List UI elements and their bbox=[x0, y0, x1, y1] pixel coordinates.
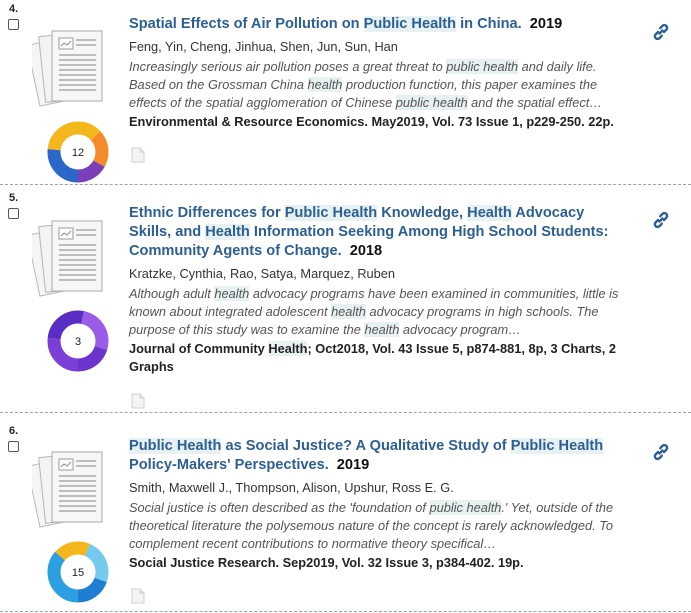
result-source bbox=[129, 554, 624, 572]
file-icon[interactable] bbox=[131, 393, 145, 409]
title-text: Information Seeking Among High School Students: Community Agents of Change. bbox=[129, 224, 609, 259]
source-text: ; Oct2018, Vol. 43 Issue 5, p874-881, 8p, 3 Charts, 2 Graphs bbox=[129, 341, 616, 374]
abstract-text: and daily life. Based on the Grossman China bbox=[129, 59, 597, 92]
abstract-text: advocacy program… bbox=[399, 322, 521, 337]
result-item bbox=[0, 422, 691, 612]
altmetric-badge[interactable] bbox=[47, 310, 109, 372]
altmetric-score: 3 bbox=[74, 336, 82, 348]
source-text: Journal of Community bbox=[129, 341, 269, 356]
result-item bbox=[0, 189, 691, 413]
result-year: 2019 bbox=[529, 16, 563, 32]
abstract-text: production function, this paper examines the effects of the spatial agglomeration of Chinese bbox=[129, 77, 598, 110]
title-highlight: Public Health bbox=[129, 438, 222, 454]
altmetric-badge[interactable] bbox=[47, 541, 109, 603]
result-item bbox=[0, 0, 691, 185]
title-text: Advocacy Skills, and bbox=[129, 205, 585, 240]
title-highlight: Health bbox=[467, 205, 512, 221]
result-year: 2019 bbox=[336, 457, 370, 473]
title-highlight: Public Health bbox=[510, 438, 604, 454]
abstract-text: Increasingly serious air pollution poses a great threat to bbox=[129, 59, 447, 74]
abstract-text: advocacy programs have been examined in communities, little is known about integrated adolescent bbox=[129, 286, 619, 319]
result-abstract bbox=[129, 285, 624, 339]
select-checkbox[interactable] bbox=[8, 441, 19, 452]
abstract-highlight: health bbox=[214, 286, 250, 301]
document-thumbnail-icon[interactable] bbox=[32, 449, 106, 529]
result-number: 4. bbox=[9, 3, 19, 15]
result-title[interactable] bbox=[129, 15, 624, 34]
result-number: 6. bbox=[9, 425, 19, 437]
title-text: Knowledge, bbox=[377, 205, 468, 221]
result-title[interactable] bbox=[129, 437, 624, 475]
result-source bbox=[129, 113, 624, 131]
result-authors: Smith, Maxwell J., Thompson, Alison, Upshur, Ross E. G. bbox=[129, 480, 454, 495]
abstract-text: .' Yet, outside of the theoretical literature the polysemous nature of the concept is rarely acknowledged. To complement recent contributions to normative theory specifical… bbox=[129, 500, 614, 551]
altmetric-score: 15 bbox=[71, 567, 85, 579]
file-icon[interactable] bbox=[131, 588, 145, 604]
select-checkbox[interactable] bbox=[8, 19, 19, 30]
title-highlight: Public Health bbox=[284, 205, 378, 221]
result-number: 5. bbox=[9, 192, 19, 204]
abstract-text: and the spatial effect… bbox=[467, 95, 603, 110]
altmetric-badge[interactable] bbox=[47, 121, 109, 183]
source-text: Environmental & Resource Economics. May2019, Vol. 73 Issue 1, p229-250. 22p. bbox=[129, 114, 614, 129]
title-text: Ethnic Differences for bbox=[129, 205, 285, 221]
abstract-text: Although adult bbox=[129, 286, 215, 301]
title-text: as Social Justice? A Qualitative Study of bbox=[221, 438, 511, 454]
permalink-icon[interactable] bbox=[651, 22, 671, 42]
result-year: 2018 bbox=[349, 243, 383, 259]
abstract-highlight: health bbox=[331, 304, 366, 319]
result-title[interactable] bbox=[129, 204, 624, 261]
result-abstract bbox=[129, 58, 624, 112]
source-highlight: Health bbox=[268, 341, 308, 356]
result-authors: Kratzke, Cynthia, Rao, Satya, Marquez, Ruben bbox=[129, 266, 396, 281]
altmetric-score: 12 bbox=[71, 147, 85, 159]
result-authors: Feng, Yin, Cheng, Jinhua, Shen, Jun, Sun, Han bbox=[129, 39, 398, 54]
permalink-icon[interactable] bbox=[651, 210, 671, 230]
document-thumbnail-icon[interactable] bbox=[32, 28, 106, 108]
abstract-highlight: public health bbox=[429, 500, 502, 515]
abstract-highlight: health bbox=[307, 77, 343, 92]
permalink-icon[interactable] bbox=[651, 442, 671, 462]
abstract-text: advocacy programs in high schools. The purpose of this study was to examine the bbox=[129, 304, 599, 337]
document-thumbnail-icon[interactable] bbox=[32, 218, 106, 298]
result-abstract bbox=[129, 499, 624, 553]
title-highlight: Public Health bbox=[363, 16, 457, 32]
abstract-highlight: public health bbox=[395, 95, 468, 110]
title-text: Spatial Effects of Air Pollution on bbox=[129, 16, 364, 32]
source-text: Social Justice Research. Sep2019, Vol. 32 Issue 3, p384-402. 19p. bbox=[129, 555, 524, 570]
file-icon[interactable] bbox=[131, 147, 145, 163]
title-text: in China. bbox=[456, 16, 522, 32]
abstract-highlight: health bbox=[364, 322, 400, 337]
result-source bbox=[129, 340, 624, 376]
abstract-text: Social justice is often described as the 'foundation of bbox=[129, 500, 430, 515]
title-highlight: Health bbox=[205, 224, 250, 240]
abstract-highlight: public health bbox=[446, 59, 519, 74]
title-text: Policy-Makers' Perspectives. bbox=[129, 457, 329, 473]
select-checkbox[interactable] bbox=[8, 208, 19, 219]
